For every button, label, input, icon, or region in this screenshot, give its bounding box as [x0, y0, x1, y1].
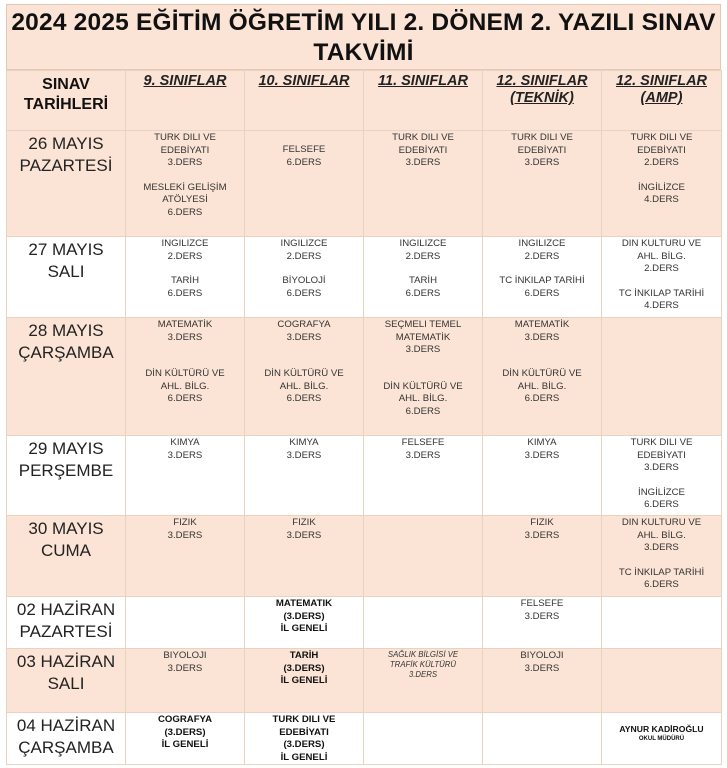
- exam-cell-9th-grade: BIYOLOJI 3.DERS: [126, 649, 245, 713]
- exam-cell-12th-grade-amp: [602, 318, 722, 436]
- exam-cell-12th-grade-technical: FIZIK 3.DERS: [483, 516, 602, 597]
- exam-cell-12th-grade-technical: [483, 713, 602, 765]
- exam-cell-11th-grade: [364, 516, 483, 597]
- exam-cell-11th-grade: INGILIZCE 2.DERS TARİH 6.DERS: [364, 237, 483, 318]
- page-title: 2024 2025 EĞİTİM ÖĞRETİM YILI 2. DÖNEM 2. YAZILI SINAV TAKVİMİ: [6, 4, 721, 70]
- exam-cell-11th-grade: SAĞLIK BİLGİSİ VE TRAFİK KÜLTÜRÜ 3.DERS: [364, 649, 483, 713]
- exam-date: 03 HAZİRAN SALI: [7, 649, 126, 713]
- schedule-row: [7, 237, 722, 318]
- exam-cell-9th-grade: [126, 597, 245, 649]
- header-12th-grade-technical: 12. SINIFLAR (TEKNİK): [483, 71, 602, 131]
- exam-cell-11th-grade: TURK DILI VE EDEBİYATI 3.DERS: [364, 131, 483, 237]
- exam-cell-12th-grade-amp: DIN KULTURU VE AHL. BİLG. 2.DERS TC İNKILAP TARİHİ 4.DERS: [602, 237, 722, 318]
- exam-cell-12th-grade-technical: TURK DILI VE EDEBİYATI 3.DERS: [483, 131, 602, 237]
- schedule-row: [7, 436, 722, 516]
- schedule-row: [7, 597, 722, 649]
- exam-cell-12th-grade-amp: [602, 649, 722, 713]
- exam-cell-11th-grade: SEÇMELI TEMEL MATEMATİK 3.DERS DİN KÜLTÜRÜ VE AHL. BİLG. 6.DERS: [364, 318, 483, 436]
- exam-cell-10th-grade: INGILIZCE 2.DERS BİYOLOJİ 6.DERS: [245, 237, 364, 318]
- principal-name: AYNUR KADİROĞLU: [619, 724, 704, 734]
- schedule-row: [7, 318, 722, 436]
- exam-cell-12th-grade-amp: TURK DILI VE EDEBİYATI 2.DERS İNGİLİZCE 4.DERS: [602, 131, 722, 237]
- exam-date: 26 MAYIS PAZARTESİ: [7, 131, 126, 237]
- exam-cell-10th-grade: MATEMATIK (3.DERS) İL GENELİ: [245, 597, 364, 649]
- exam-cell-12th-grade-technical: FELSEFE 3.DERS: [483, 597, 602, 649]
- exam-cell-9th-grade: TURK DILI VE EDEBİYATI 3.DERS MESLEKİ GELİŞİM ATÖLYESİ 6.DERS: [126, 131, 245, 237]
- exam-cell-11th-grade: FELSEFE 3.DERS: [364, 436, 483, 516]
- header-row: [7, 71, 722, 131]
- exam-cell-10th-grade: FIZIK 3.DERS: [245, 516, 364, 597]
- exam-cell-10th-grade: FELSEFE 6.DERS: [245, 131, 364, 237]
- exam-cell-11th-grade: [364, 713, 483, 765]
- exam-cell-12th-grade-technical: BIYOLOJI 3.DERS: [483, 649, 602, 713]
- principal-role: OKUL MÜDÜRÜ: [638, 736, 685, 742]
- exam-cell-10th-grade: KIMYA 3.DERS: [245, 436, 364, 516]
- exam-cell-9th-grade: MATEMATİK 3.DERS DİN KÜLTÜRÜ VE AHL. BİLG. 6.DERS: [126, 318, 245, 436]
- exam-cell-9th-grade: INGILIZCE 2.DERS TARİH 6.DERS: [126, 237, 245, 318]
- exam-cell-10th-grade: TARİH (3.DERS) İL GENELİ: [245, 649, 364, 713]
- header-date-column: SINAV TARİHLERİ: [7, 71, 126, 131]
- exam-cell-10th-grade: COGRAFYA 3.DERS DİN KÜLTÜRÜ VE AHL. BİLG. 6.DERS: [245, 318, 364, 436]
- exam-cell-12th-grade-technical: KIMYA 3.DERS: [483, 436, 602, 516]
- schedule-row: [7, 713, 722, 765]
- header-10th-grade: 10. SINIFLAR: [245, 71, 364, 131]
- exam-date: 02 HAZİRAN PAZARTESİ: [7, 597, 126, 649]
- exam-date: 04 HAZİRAN ÇARŞAMBA: [7, 713, 126, 765]
- exam-date: 27 MAYIS SALI: [7, 237, 126, 318]
- exam-cell-9th-grade: COGRAFYA (3.DERS) İL GENELİ: [126, 713, 245, 765]
- schedule-row: [7, 131, 722, 237]
- exam-cell-12th-grade-technical: MATEMATİK 3.DERS DİN KÜLTÜRÜ VE AHL. BİLG. 6.DERS: [483, 318, 602, 436]
- exam-date: 28 MAYIS ÇARŞAMBA: [7, 318, 126, 436]
- header-12th-grade-amp: 12. SINIFLAR (AMP): [602, 71, 722, 131]
- exam-cell-9th-grade: FIZIK 3.DERS: [126, 516, 245, 597]
- exam-date: 30 MAYIS CUMA: [7, 516, 126, 597]
- exam-cell-9th-grade: KIMYA 3.DERS: [126, 436, 245, 516]
- schedule-table: [6, 70, 722, 765]
- exam-cell-12th-grade-amp: DIN KULTURU VE AHL. BİLG. 3.DERS TC İNKILAP TARİHİ 6.DERS: [602, 516, 722, 597]
- schedule-row: [7, 516, 722, 597]
- exam-date: 29 MAYIS PERŞEMBE: [7, 436, 126, 516]
- exam-cell-10th-grade: TURK DILI VE EDEBİYATI (3.DERS) İL GENELİ: [245, 713, 364, 765]
- schedule-row: [7, 649, 722, 713]
- principal-signature: [602, 713, 722, 765]
- header-11th-grade: 11. SINIFLAR: [364, 71, 483, 131]
- exam-cell-12th-grade-amp: TURK DILI VE EDEBİYATI 3.DERS İNGİLİZCE 6.DERS: [602, 436, 722, 516]
- exam-cell-12th-grade-amp: [602, 597, 722, 649]
- exam-cell-11th-grade: [364, 597, 483, 649]
- header-9th-grade: 9. SINIFLAR: [126, 71, 245, 131]
- exam-cell-12th-grade-technical: INGILIZCE 2.DERS TC İNKILAP TARİHİ 6.DERS: [483, 237, 602, 318]
